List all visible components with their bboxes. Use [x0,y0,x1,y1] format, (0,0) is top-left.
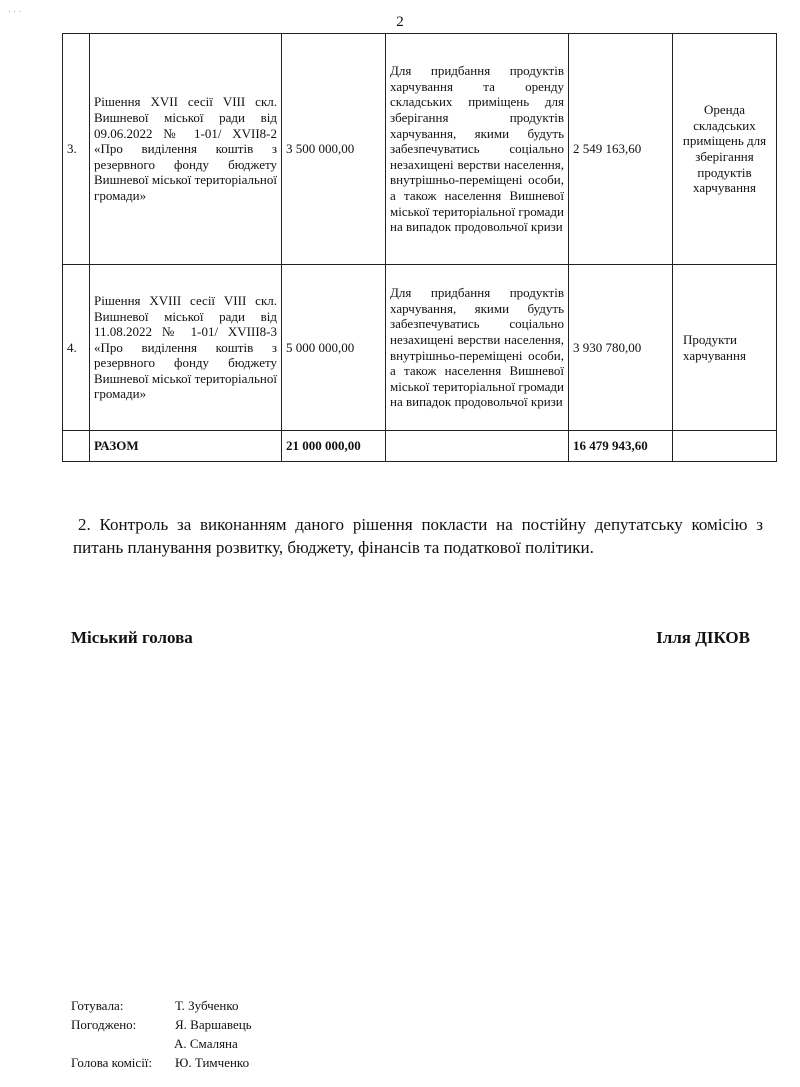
table-row [63,265,777,431]
budget-table [62,33,777,462]
empty-cell [386,431,569,462]
total-allocated: 21 000 000,00 [282,431,386,462]
page-number: 2 [396,14,404,30]
note-cell: Продукти харчування [673,265,777,431]
prepared-label: Готувала: [71,998,124,1013]
chair-row [71,1053,252,1072]
row-number: 3. [63,34,90,265]
chair-label: Голова комісії: [71,1055,153,1070]
prepared-name: Т. Зубченко [175,998,239,1013]
row-number: 4. [63,265,90,431]
purpose-cell: Для придбання продуктів харчування та оренду складських приміщень для зберігання продуктів харчування, якими будуть забезпечуватись соціально незахищені верстви населення, внутрішньо-переміщені особи, а також населення Вишневої міської територіальної громади на випадок продовольчої кризи [386,34,569,265]
spent-amount-cell: 3 930 780,00 [569,265,673,431]
approvals-block [71,996,252,1072]
empty-cell [63,431,90,462]
total-label: РАЗОМ [90,431,282,462]
signature-title: Міський голова [71,628,193,647]
agreed-label: Погоджено: [71,1017,137,1032]
agreed-name: А. Смаляна [174,1036,238,1051]
scan-artifact: ⸱ ⸱ ⸱ [8,7,22,18]
purpose-cell: Для придбання продуктів харчування, якими будуть забезпечуватись соціально незахищені верстви населення, внутрішньо-переміщені особи, а також населення Вишневої міської територіальної громади на випадок продовольчої кризи [386,265,569,431]
decision-cell: Рішення XVII сесії VIII скл. Вишневої міської ради від 09.06.2022 № 1-01/ XVII8-2 «Про виділення коштів з резервного фонду бюджету Вишневої міської територіальної громади» [90,34,282,265]
total-spent: 16 479 943,60 [569,431,673,462]
allocated-amount-cell: 5 000 000,00 [282,265,386,431]
agreed-name: Я. Варшавець [175,1017,252,1032]
decision-cell: Рішення XVIII сесії VIII скл. Вишневої міської ради від 11.08.2022 № 1-01/ XVIII8-3 «Про виділення коштів з резервного фонду бюджету Вишневої міської територіальної громади» [90,265,282,431]
allocated-amount-cell: 3 500 000,00 [282,34,386,265]
agreed-row [71,1015,252,1034]
note-cell: Оренда складських приміщень для зберігання продуктів харчування [673,34,777,265]
agreed-row-2 [71,1034,252,1053]
signature-name: Ілля ДІКОВ [656,628,750,647]
chair-name: Ю. Тимченко [175,1055,250,1070]
table-row [63,34,777,265]
empty-cell [673,431,777,462]
total-row [63,431,777,462]
prepared-row [71,996,252,1015]
spent-amount-cell: 2 549 163,60 [569,34,673,265]
control-paragraph: 2. Контроль за виконанням даного рішення покласти на постійну депутатську комісію з питань планування розвитку, бюджету, фінансів та податкової політики. [73,515,763,557]
